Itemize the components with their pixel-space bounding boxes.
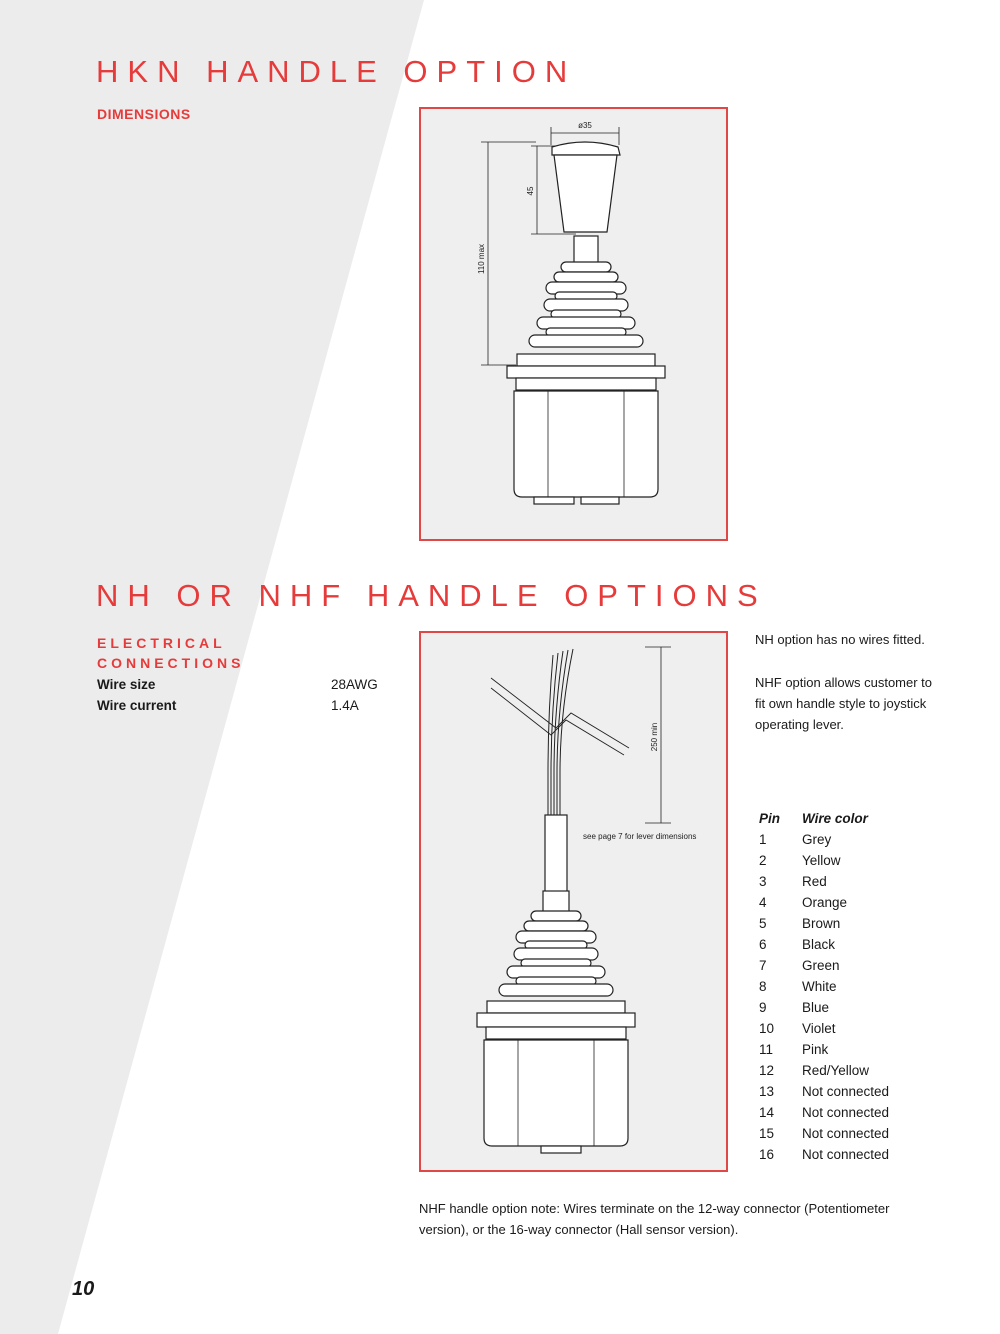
pin-header: Pin	[759, 811, 781, 826]
table-row	[759, 1102, 889, 1123]
color-cell: Brown	[802, 916, 841, 931]
nh-nhf-wiring-drawing	[419, 631, 728, 1172]
wire-size-label: Wire size	[97, 677, 156, 692]
table-row	[759, 1018, 889, 1039]
table-header-row	[759, 808, 889, 829]
pin-cell: 12	[759, 1063, 775, 1078]
nhf-line-1: NHF option allows customer to	[755, 675, 933, 690]
hkn-dimension-drawing	[419, 107, 728, 541]
dim-min-label: 250 min	[650, 722, 659, 752]
dimensions-subtitle: DIMENSIONS	[97, 106, 191, 122]
table-row	[759, 829, 889, 850]
wire-current-value: 1.4A	[331, 698, 359, 713]
table-row	[759, 871, 889, 892]
color-cell: Black	[802, 937, 836, 952]
nhf-connector-note	[419, 1198, 989, 1240]
note-line-2: version), or the 16-way connector (Hall sensor version).	[419, 1222, 739, 1237]
pin-cell: 5	[759, 916, 767, 931]
wire-size-value: 28AWG	[331, 677, 378, 692]
pin-cell: 7	[759, 958, 767, 973]
table-row	[759, 913, 889, 934]
color-cell: Not connected	[802, 1147, 890, 1162]
wire-color-header: Wire color	[802, 811, 868, 826]
pin-cell: 9	[759, 1000, 767, 1015]
electrical-connections-subtitle	[97, 633, 244, 673]
color-cell: Grey	[802, 832, 832, 847]
pin-cell: 2	[759, 853, 767, 868]
dim-height-label: 45	[526, 186, 535, 196]
color-cell: Red	[802, 874, 827, 889]
subtitle-line-2: CONNECTIONS	[97, 655, 245, 671]
pin-cell: 15	[759, 1126, 775, 1141]
section-title-nh-nhf: NH OR NHF HANDLE OPTIONS	[96, 578, 767, 613]
table-row	[759, 850, 889, 871]
section-title-hkn: HKN HANDLE OPTION	[96, 54, 577, 89]
lever-dimensions-note: see page 7 for lever dimensions	[583, 832, 697, 841]
table-row	[759, 1039, 889, 1060]
color-cell: Red/Yellow	[802, 1063, 870, 1078]
page-number: 10	[72, 1278, 95, 1300]
color-cell: Green	[802, 958, 840, 973]
table-row	[759, 1081, 889, 1102]
nhf-line-3: operating lever.	[755, 717, 844, 732]
nh-option-paragraph: NH option has no wires fitted.	[755, 632, 925, 647]
table-row	[759, 934, 889, 955]
wire-current-label: Wire current	[97, 698, 177, 713]
color-cell: Violet	[802, 1021, 836, 1036]
dim-max-label: 110 max	[477, 243, 486, 275]
nhf-line-2: fit own handle style to joystick	[755, 696, 927, 711]
table-row	[759, 976, 889, 997]
color-cell: Blue	[802, 1000, 830, 1015]
pin-cell: 10	[759, 1021, 775, 1036]
pin-cell: 4	[759, 895, 767, 910]
table-row	[759, 1144, 889, 1165]
pin-wire-color-table	[759, 808, 889, 1165]
pin-cell: 14	[759, 1105, 775, 1120]
dim-diameter-label: ø35	[578, 121, 592, 130]
note-line-1: NHF handle option note: Wires terminate on the 12-way connector (Potentiometer	[419, 1201, 890, 1216]
table-row	[759, 1123, 889, 1144]
table-row	[759, 1060, 889, 1081]
color-cell: White	[802, 979, 837, 994]
pin-cell: 13	[759, 1084, 775, 1099]
pin-cell: 3	[759, 874, 767, 889]
color-cell: Not connected	[802, 1105, 890, 1120]
color-cell: Orange	[802, 895, 848, 910]
table-row	[759, 892, 889, 913]
table-row	[759, 997, 889, 1018]
pin-cell: 1	[759, 832, 767, 847]
pin-cell: 11	[759, 1042, 774, 1057]
nhf-option-paragraph	[755, 672, 985, 735]
subtitle-line-1: ELECTRICAL	[97, 635, 226, 651]
color-cell: Yellow	[802, 853, 841, 868]
color-cell: Not connected	[802, 1084, 890, 1099]
pin-cell: 6	[759, 937, 767, 952]
color-cell: Pink	[802, 1042, 829, 1057]
pin-cell: 16	[759, 1147, 775, 1162]
table-row	[759, 955, 889, 976]
pin-cell: 8	[759, 979, 767, 994]
color-cell: Not connected	[802, 1126, 890, 1141]
